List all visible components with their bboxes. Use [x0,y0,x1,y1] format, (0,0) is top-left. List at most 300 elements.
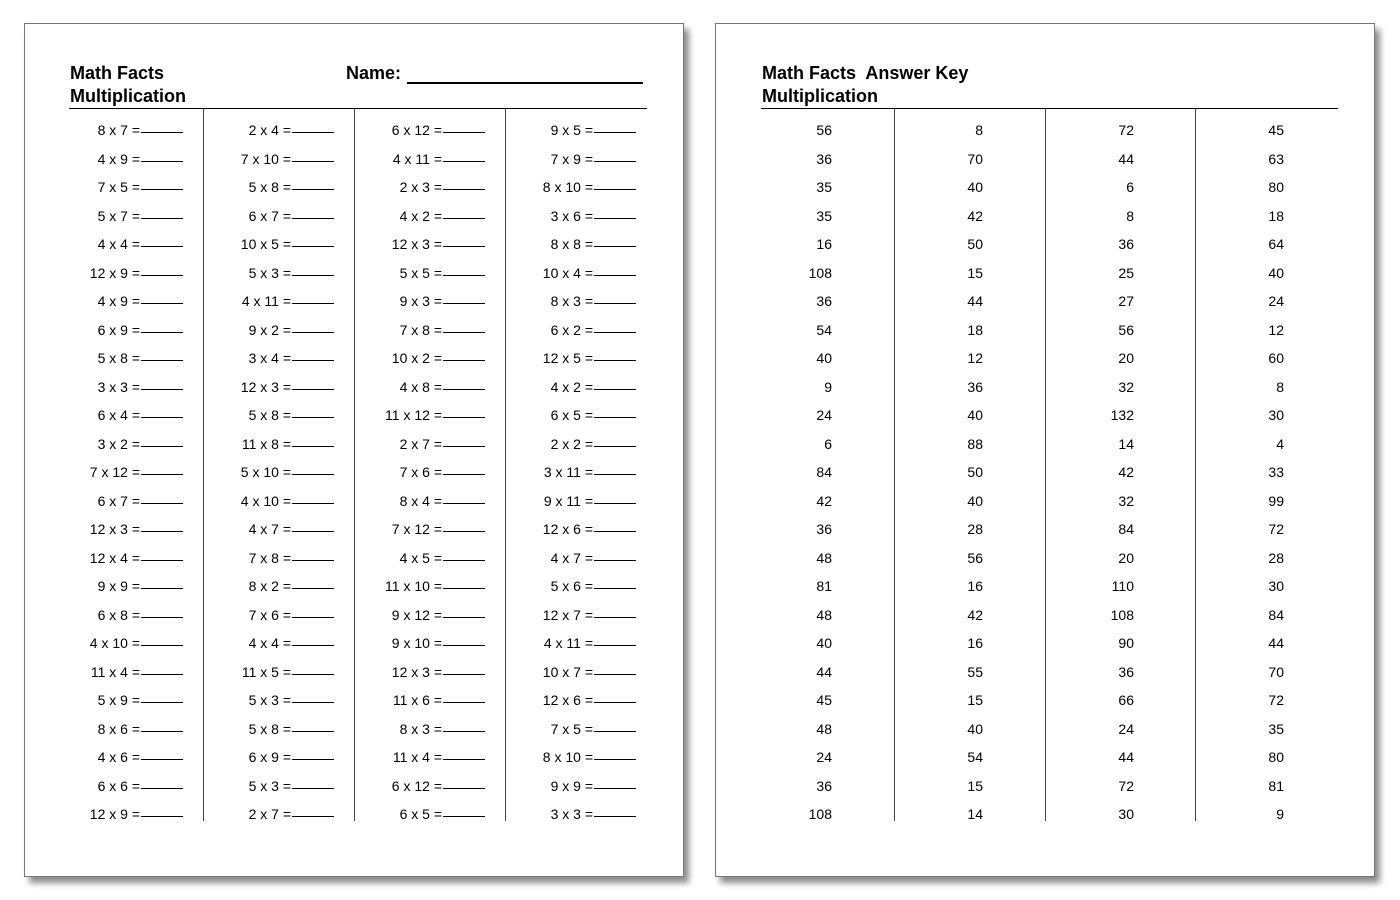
problem-text: 10 x 2 = [391,350,442,366]
problem-item [496,173,636,202]
answer-blank[interactable] [292,344,334,361]
problem-item [43,458,183,487]
problem-column [194,116,334,829]
problem-text: 8 x 3 = [550,293,593,309]
problem-text: 12 x 6 = [542,521,593,537]
answer-value: 44 [816,663,832,680]
problem-item [194,316,334,345]
problem-text: 3 x 2 = [97,435,140,452]
problem-item [194,116,334,145]
answer-value: 12 [1268,321,1284,338]
answer-blank[interactable] [141,487,183,504]
answer-value: 44 [1268,635,1284,651]
answer-value: 36 [816,521,832,537]
problem-item [345,772,485,801]
answer-blank[interactable] [292,772,334,789]
answer-blank[interactable] [594,772,636,789]
answer-blank[interactable] [292,173,334,190]
answer-blank[interactable] [141,116,183,133]
problem-column [43,116,183,829]
answer-value: 27 [1118,293,1134,309]
answer-value: 32 [1118,492,1134,509]
answer-blank[interactable] [141,572,183,589]
answer-blank[interactable] [594,487,636,504]
problem-item [496,800,636,829]
answer-blank[interactable] [141,259,183,276]
answer-blank[interactable] [443,116,485,133]
answer-blank[interactable] [141,544,183,561]
answer-value: 70 [1268,663,1284,680]
problem-text: 6 x 2 = [550,321,593,338]
answer-value: 40 [967,720,983,737]
answer-blank[interactable] [292,259,334,276]
answer-blank[interactable] [594,572,636,589]
answer-blank[interactable] [292,686,334,703]
answer-blank[interactable] [141,316,183,333]
problem-item [194,458,334,487]
problem-text: 7 x 12 = [89,464,140,480]
problem-item [43,287,183,316]
answer-column [1204,116,1284,829]
answer-blank[interactable] [292,715,334,732]
problem-text: 3 x 11 = [543,464,593,480]
problem-item [496,373,636,402]
answer-blank[interactable] [292,145,334,162]
answer-blank[interactable] [141,743,183,760]
problem-item [345,800,485,829]
answer-blank[interactable] [141,629,183,646]
answer-blank[interactable] [594,344,636,361]
answer-blank[interactable] [594,401,636,418]
problem-text: 12 x 4 = [89,549,140,566]
problem-text: 6 x 12 = [391,777,442,794]
problem-text: 6 x 7 = [97,492,140,509]
answer-blank[interactable] [292,230,334,247]
answer-blank[interactable] [292,202,334,219]
answer-blank[interactable] [141,515,183,532]
answer-blank[interactable] [594,629,636,646]
answer-blank[interactable] [292,287,334,304]
problem-text: 7 x 5 = [550,720,593,737]
problem-text: 4 x 9 = [97,150,140,167]
name-label: Name: [346,63,402,83]
problem-item [496,658,636,687]
problem-text: 4 x 8 = [399,378,442,395]
answer-value: 24 [1118,720,1134,737]
problem-text: 9 x 5 = [550,122,593,138]
answer-blank[interactable] [141,686,183,703]
problem-text: 5 x 8 = [248,407,291,423]
problem-text: 6 x 6 = [97,777,140,794]
answer-value: 55 [967,663,983,680]
answer-value: 35 [1268,720,1284,737]
answer-blank[interactable] [594,658,636,675]
answer-value: 70 [967,150,983,167]
answer-blank[interactable] [292,515,334,532]
problem-item [43,743,183,772]
problem-item [496,487,636,516]
answer-blank[interactable] [292,373,334,390]
answer-blank[interactable] [141,202,183,219]
answer-value: 40 [1268,264,1284,281]
answer-blank[interactable] [594,373,636,390]
problem-item [43,401,183,430]
answer-blank[interactable] [443,430,485,447]
problem-item [43,259,183,288]
problem-item [345,544,485,573]
problem-item [43,373,183,402]
problem-item [194,145,334,174]
problem-item [345,116,485,145]
answer-key-page [715,23,1375,877]
answer-value: 108 [808,264,832,281]
answer-value: 44 [1118,150,1134,167]
problem-item [496,116,636,145]
problem-text: 8 x 8 = [550,236,593,252]
answer-value: 42 [1118,464,1134,480]
problem-text: 4 x 10 = [89,635,140,651]
answer-value: 42 [967,207,983,224]
problem-item [194,572,334,601]
column-divider [1195,109,1196,821]
problem-text: 6 x 5 = [399,806,442,822]
answer-value: 48 [816,720,832,737]
problem-item [194,658,334,687]
answer-blank[interactable] [594,430,636,447]
problem-item [194,173,334,202]
problem-text: 8 x 4 = [399,492,442,509]
answer-value: 32 [1118,378,1134,395]
answer-value: 44 [967,293,983,309]
problem-text: 11 x 12 = [385,407,442,423]
answer-blank[interactable] [594,601,636,618]
problem-text: 3 x 4 = [248,350,291,366]
problem-text: 4 x 7 = [550,549,593,566]
answer-blank[interactable] [292,601,334,618]
answer-blank[interactable] [141,344,183,361]
answer-value: 110 [1111,578,1134,594]
answer-blank[interactable] [443,458,485,475]
problem-text: 8 x 7 = [97,122,140,138]
problem-text: 4 x 9 = [97,293,140,309]
answer-blank[interactable] [594,316,636,333]
answer-blank[interactable] [594,515,636,532]
answer-blank[interactable] [443,259,485,276]
answer-value: 132 [1110,407,1134,423]
problem-text: 2 x 2 = [550,435,593,452]
problem-item [496,401,636,430]
answer-value: 35 [816,207,832,224]
problem-item [43,173,183,202]
problem-text: 4 x 7 = [248,521,291,537]
header-divider [761,108,1338,109]
problem-item [345,601,485,630]
answer-blank[interactable] [594,259,636,276]
answer-blank[interactable] [594,173,636,190]
answer-blank[interactable] [443,686,485,703]
problem-item [194,344,334,373]
answer-value: 80 [1268,749,1284,765]
answer-blank[interactable] [443,344,485,361]
answer-blank[interactable] [141,401,183,418]
problem-text: 5 x 5 = [399,264,442,281]
problem-item [345,401,485,430]
problem-item [43,487,183,516]
answer-blank[interactable] [594,230,636,247]
answer-value: 9 [824,378,832,395]
answer-blank[interactable] [292,572,334,589]
problem-text: 10 x 5 = [240,236,291,252]
answer-value: 9 [1276,806,1284,822]
answer-blank[interactable] [443,145,485,162]
problem-item [194,544,334,573]
problem-item [43,800,183,829]
answer-blank[interactable] [594,800,636,817]
problem-text: 3 x 3 = [550,806,593,822]
problem-item [43,145,183,174]
problem-text: 5 x 3 = [248,777,291,794]
answer-blank[interactable] [594,686,636,703]
column-divider [1045,109,1046,821]
answer-blank[interactable] [141,230,183,247]
answer-blank[interactable] [292,316,334,333]
problem-text: 5 x 6 = [550,578,593,594]
answer-blank[interactable] [292,544,334,561]
answer-value: 30 [1268,407,1284,423]
problem-item [496,145,636,174]
problem-item [496,686,636,715]
problem-item [194,230,334,259]
problem-item [194,629,334,658]
problem-text: 6 x 7 = [248,207,291,224]
problem-text: 12 x 3 = [391,663,442,680]
problem-text: 2 x 4 = [248,122,291,138]
answer-blank[interactable] [443,373,485,390]
problem-item [345,487,485,516]
problem-item [345,715,485,744]
problem-text: 4 x 6 = [97,749,140,765]
problem-text: 10 x 7 = [542,663,593,680]
answer-blank[interactable] [443,572,485,589]
problem-text: 6 x 9 = [248,749,291,765]
answer-value: 88 [967,435,983,452]
answer-blank[interactable] [443,316,485,333]
problem-item [43,772,183,801]
problem-text: 5 x 8 = [248,720,291,737]
answer-blank[interactable] [443,601,485,618]
answer-blank[interactable] [141,430,183,447]
problem-text: 2 x 7 = [248,806,291,822]
answer-blank[interactable] [292,800,334,817]
answer-blank[interactable] [443,173,485,190]
problem-item [345,743,485,772]
answer-blank[interactable] [141,601,183,618]
answer-blank[interactable] [443,629,485,646]
answer-blank[interactable] [292,116,334,133]
answer-blank[interactable] [594,458,636,475]
problem-item [43,515,183,544]
answer-blank[interactable] [292,743,334,760]
answer-blank[interactable] [141,145,183,162]
problem-item [43,572,183,601]
problem-text: 5 x 7 = [97,207,140,224]
problem-item [496,202,636,231]
answer-value: 40 [967,492,983,509]
answer-blank[interactable] [594,116,636,133]
problem-text: 7 x 9 = [550,150,593,167]
answer-value: 40 [967,407,983,423]
answer-value: 6 [1126,179,1134,195]
problem-text: 4 x 2 = [550,378,593,395]
answer-blank[interactable] [443,800,485,817]
answer-blank[interactable] [443,515,485,532]
problem-text: 6 x 5 = [550,407,593,423]
header-divider [69,108,647,109]
answer-blank[interactable] [443,230,485,247]
answer-value: 30 [1268,578,1284,594]
answer-blank[interactable] [292,629,334,646]
answer-blank[interactable] [443,401,485,418]
answer-blank[interactable] [594,743,636,760]
answer-value: 63 [1268,150,1284,167]
answer-value: 35 [816,179,832,195]
answer-value: 24 [816,749,832,765]
problem-text: 5 x 9 = [97,692,140,708]
answer-blank[interactable] [141,287,183,304]
answer-value: 15 [967,777,983,794]
problem-text: 12 x 9 = [89,806,140,822]
problem-item [345,230,485,259]
problem-item [194,487,334,516]
answer-blank[interactable] [443,544,485,561]
answer-value: 56 [967,549,983,566]
answer-blank[interactable] [292,401,334,418]
problem-column [345,116,485,829]
problem-item [43,316,183,345]
problem-item [345,686,485,715]
answer-blank[interactable] [292,487,334,504]
answer-column [752,116,832,829]
answer-blank[interactable] [141,373,183,390]
answer-value: 8 [1126,207,1134,224]
answer-blank[interactable] [594,544,636,561]
problem-text: 4 x 2 = [399,207,442,224]
answer-value: 8 [1276,378,1284,395]
problem-text: 12 x 3 = [240,378,291,395]
problem-item [496,629,636,658]
problem-text: 6 x 12 = [391,122,442,138]
problem-item [496,344,636,373]
answer-blank[interactable] [141,772,183,789]
problem-item [496,458,636,487]
name-field-line[interactable] [407,82,643,84]
answer-blank[interactable] [594,202,636,219]
answer-blank[interactable] [443,715,485,732]
answer-blank[interactable] [141,658,183,675]
column-divider [894,109,895,821]
problem-text: 7 x 6 = [399,464,442,480]
answer-value: 16 [967,578,983,594]
answer-value: 54 [816,321,832,338]
problem-text: 11 x 4 = [392,749,442,765]
problem-text: 9 x 9 = [97,578,140,594]
answer-blank[interactable] [443,658,485,675]
answer-blank[interactable] [443,772,485,789]
answer-blank[interactable] [443,487,485,504]
answer-value: 44 [1118,749,1134,765]
problem-item [194,686,334,715]
answer-blank[interactable] [292,430,334,447]
answer-blank[interactable] [443,202,485,219]
problem-text: 10 x 4 = [542,264,593,281]
problem-item [194,401,334,430]
answer-blank[interactable] [292,458,334,475]
answer-value: 54 [967,749,983,765]
answer-value: 18 [967,321,983,338]
answer-blank[interactable] [141,800,183,817]
answer-blank[interactable] [141,173,183,190]
problem-text: 4 x 11 = [241,293,291,309]
problem-item [496,544,636,573]
answer-value: 50 [967,464,983,480]
answer-value: 108 [1110,606,1134,623]
answer-value: 72 [1268,692,1284,708]
problem-text: 4 x 4 = [248,635,291,651]
problem-item [496,772,636,801]
answer-blank[interactable] [594,715,636,732]
problem-text: 12 x 9 = [89,264,140,281]
answer-blank[interactable] [443,743,485,760]
problem-text: 8 x 2 = [248,578,291,594]
problem-text: 7 x 12 = [391,521,442,537]
answer-value: 36 [967,378,983,395]
answer-value: 48 [816,606,832,623]
problem-text: 12 x 3 = [89,521,140,537]
answer-value: 14 [967,806,983,822]
answer-value: 45 [816,692,832,708]
problem-text: 8 x 10 = [542,179,593,195]
answer-value: 8 [975,122,983,138]
answer-value: 4 [1276,435,1284,452]
answer-blank[interactable] [292,658,334,675]
answer-value: 90 [1118,635,1134,651]
problem-text: 6 x 9 = [97,321,140,338]
problem-text: 11 x 10 = [385,578,442,594]
problem-item [345,145,485,174]
problem-item [194,259,334,288]
answer-value: 40 [816,350,832,366]
problem-item [496,743,636,772]
answer-blank[interactable] [141,715,183,732]
problem-item [43,544,183,573]
problem-item [43,686,183,715]
problem-item [345,202,485,231]
problem-item [43,230,183,259]
problem-item [345,430,485,459]
problem-item [345,658,485,687]
problem-item [496,515,636,544]
answer-blank[interactable] [443,287,485,304]
problem-item [345,373,485,402]
answer-blank[interactable] [594,145,636,162]
problem-item [496,230,636,259]
problem-item [496,572,636,601]
problem-text: 4 x 11 = [543,635,593,651]
answer-blank[interactable] [594,287,636,304]
problem-text: 4 x 5 = [399,549,442,566]
answer-blank[interactable] [141,458,183,475]
problem-item [194,202,334,231]
